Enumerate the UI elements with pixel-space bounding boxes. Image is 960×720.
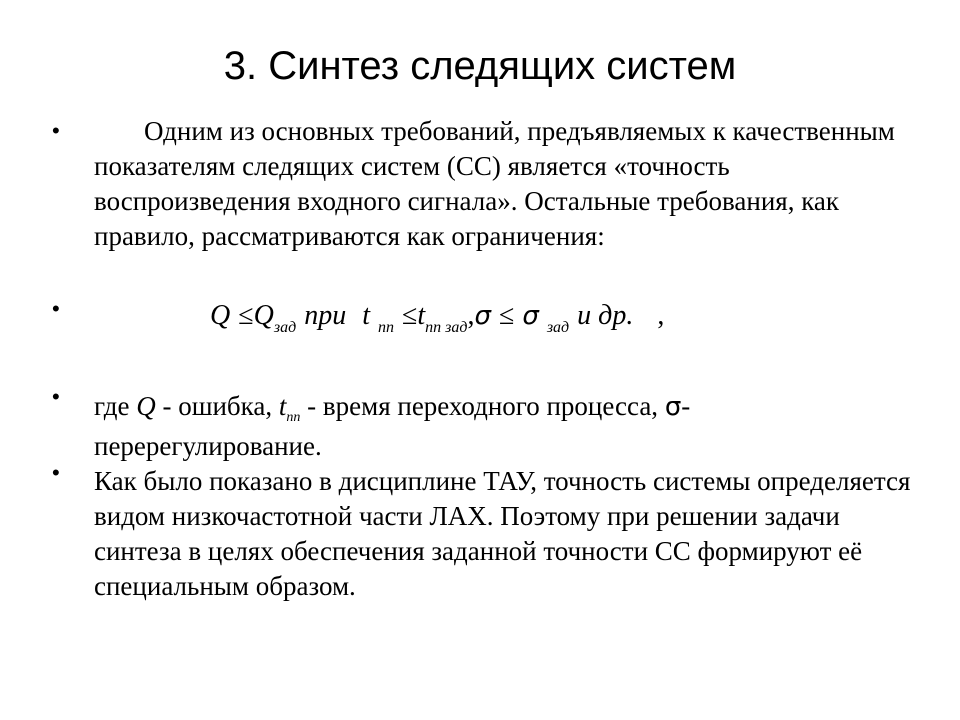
symbol-t-sub: пп	[286, 410, 301, 425]
formula-sub: пп	[377, 319, 394, 336]
symbol-t: t	[278, 391, 287, 421]
bullet-marker: •	[52, 296, 60, 321]
formula-sigma: σ	[474, 301, 491, 331]
formula-and-others: и др.	[577, 300, 634, 331]
formula-sub: зад	[546, 319, 570, 336]
paragraph-requirements-text: Одним из основных требований, предъявляемых к качественным показателям следящих систем (СС) является «точность воспроизведения входного сигнала». Остальные требования, как правило, рассматриваются как ограничения:	[94, 116, 895, 251]
paragraph-tau-text: Как было показано в дисциплине ТАУ, точность системы определяется видом низкочастотной части ЛАХ. Поэтому при решении задачи синтеза в целях обеспечения заданной точности СС формируют её специальным образом.	[94, 466, 911, 601]
bullet-marker: •	[52, 460, 60, 485]
text: - ошибка,	[155, 391, 279, 421]
formula-sigma-zad: σ	[522, 301, 539, 331]
formula-sub: пп зад	[425, 319, 468, 336]
bullet-marker: •	[52, 118, 60, 143]
slide-title: 3. Синтез следящих систем	[223, 44, 737, 88]
symbol-q: Q	[136, 391, 156, 421]
formula-q: Q	[210, 300, 231, 331]
formula-trailing-comma: ,	[657, 300, 665, 331]
formula-t: t	[362, 300, 370, 331]
text: - время переходного процесса,	[300, 391, 665, 421]
constraint-formula	[210, 298, 664, 338]
formula-t-zad: t	[417, 300, 426, 331]
formula-le: ≤	[498, 300, 515, 331]
paragraph-definitions	[94, 389, 914, 464]
text: - перерегулирование.	[94, 391, 691, 461]
formula-pri: при	[304, 300, 347, 331]
formula-q-zad: Q	[253, 300, 274, 331]
bullet-marker: •	[52, 384, 60, 409]
formula-le: ≤	[238, 300, 254, 331]
paragraph-tau	[94, 464, 914, 604]
symbol-sigma: σ	[664, 392, 682, 422]
text: где	[94, 391, 137, 421]
formula-sub: зад	[273, 319, 297, 336]
formula-comma: ,	[467, 300, 475, 331]
formula-le: ≤	[401, 300, 418, 331]
paragraph-requirements	[94, 114, 914, 254]
